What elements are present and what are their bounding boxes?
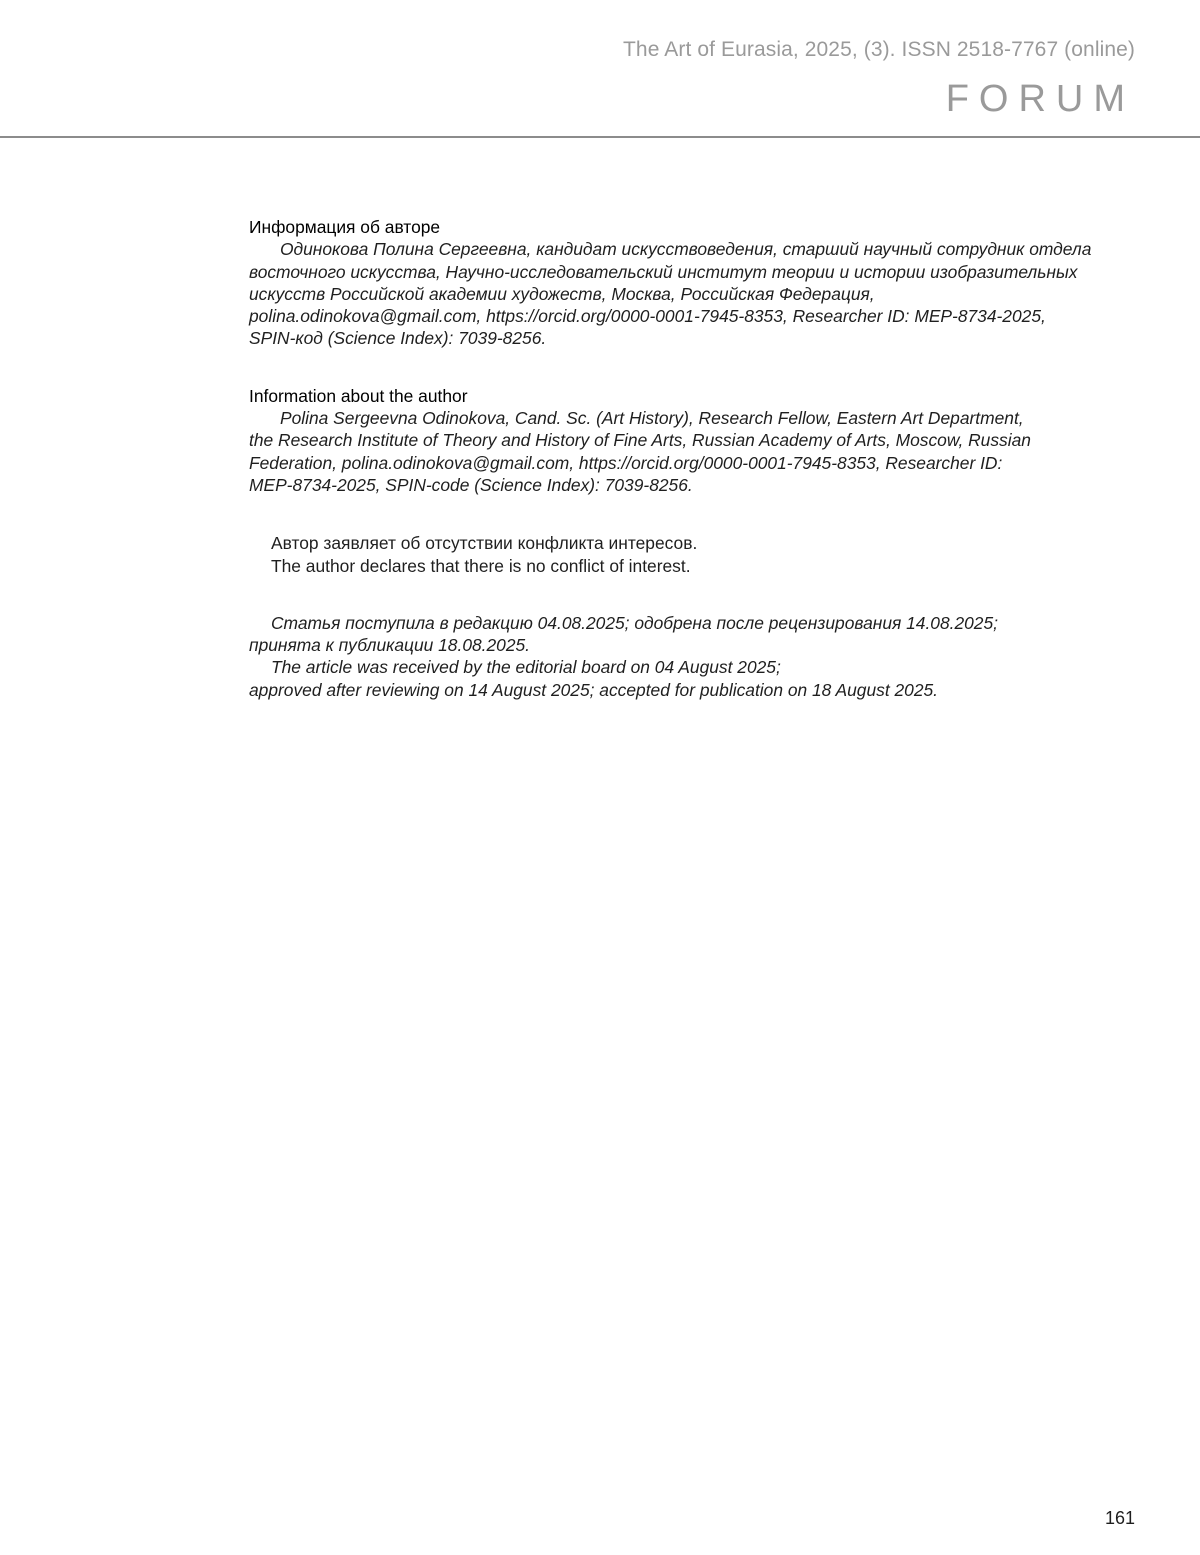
author-info-ru-line: восточного искусства, Научно-исследовательский институт теории и истории изобразительных bbox=[249, 261, 1078, 282]
author-info-en-heading: Information about the author bbox=[249, 385, 468, 406]
conflict-of-interest bbox=[249, 532, 1129, 577]
page-number: 161 bbox=[1104, 1508, 1135, 1528]
author-info-ru-line: SPIN-код (Science Index): 7039-8256. bbox=[249, 328, 547, 349]
author-info-ru-heading: Информация об авторе bbox=[249, 217, 441, 237]
author-info-en-line: the Research Institute of Theory and History of Fine Arts, Russian Academy of Arts, Moscow, Russian bbox=[249, 430, 1031, 451]
dates-en-line: The article was received by the editorial board on 04 August 2025; bbox=[271, 657, 781, 678]
author-info-en-line: Polina Sergeevna Odinokova, Cand. Sc. (Art History), Research Fellow, Eastern Art Department, bbox=[280, 408, 1024, 429]
author-info-ru-line: искусств Российской академии художеств, Москва, Российская Федерация, bbox=[249, 283, 875, 304]
author-info-en bbox=[249, 385, 1129, 496]
author-info-ru-line: polina.odinokova@gmail.com, https://orcid.org/0000-0001-7945-8353, Researcher ID: MEP-8734-2025, bbox=[249, 306, 1046, 327]
conflict-statement-en: The author declares that there is no conflict of interest. bbox=[271, 555, 691, 576]
journal-running-head: The Art of Eurasia, 2025, (3). ISSN 2518-7767 (online) bbox=[622, 38, 1135, 61]
header-divider bbox=[0, 136, 1200, 138]
dates-ru-line: Статья поступила в редакцию 04.08.2025; одобрена после рецензирования 14.08.2025; bbox=[271, 612, 998, 633]
page-content bbox=[249, 216, 1129, 701]
section-title: FORUM bbox=[945, 78, 1135, 120]
dates-en-line: approved after reviewing on 14 August 2025; accepted for publication on 18 August 2025. bbox=[249, 679, 939, 700]
author-info-ru bbox=[249, 216, 1129, 350]
author-info-ru-line: Одинокова Полина Сергеевна, кандидат искусствоведения, старший научный сотрудник отдела bbox=[280, 239, 1092, 260]
author-info-ru-text bbox=[249, 238, 1129, 349]
dates-ru-line: принята к публикации 18.08.2025. bbox=[249, 635, 531, 656]
author-info-en-line: MEP-8734-2025, SPIN-code (Science Index): 7039-8256. bbox=[249, 474, 693, 495]
conflict-statement-ru: Автор заявляет об отсутствии конфликта интересов. bbox=[271, 533, 698, 554]
author-info-en-text bbox=[249, 407, 1129, 496]
author-info-en-line: Federation, polina.odinokova@gmail.com, https://orcid.org/0000-0001-7945-8353, Researcher ID: bbox=[249, 452, 1003, 473]
publication-dates bbox=[249, 612, 1129, 701]
